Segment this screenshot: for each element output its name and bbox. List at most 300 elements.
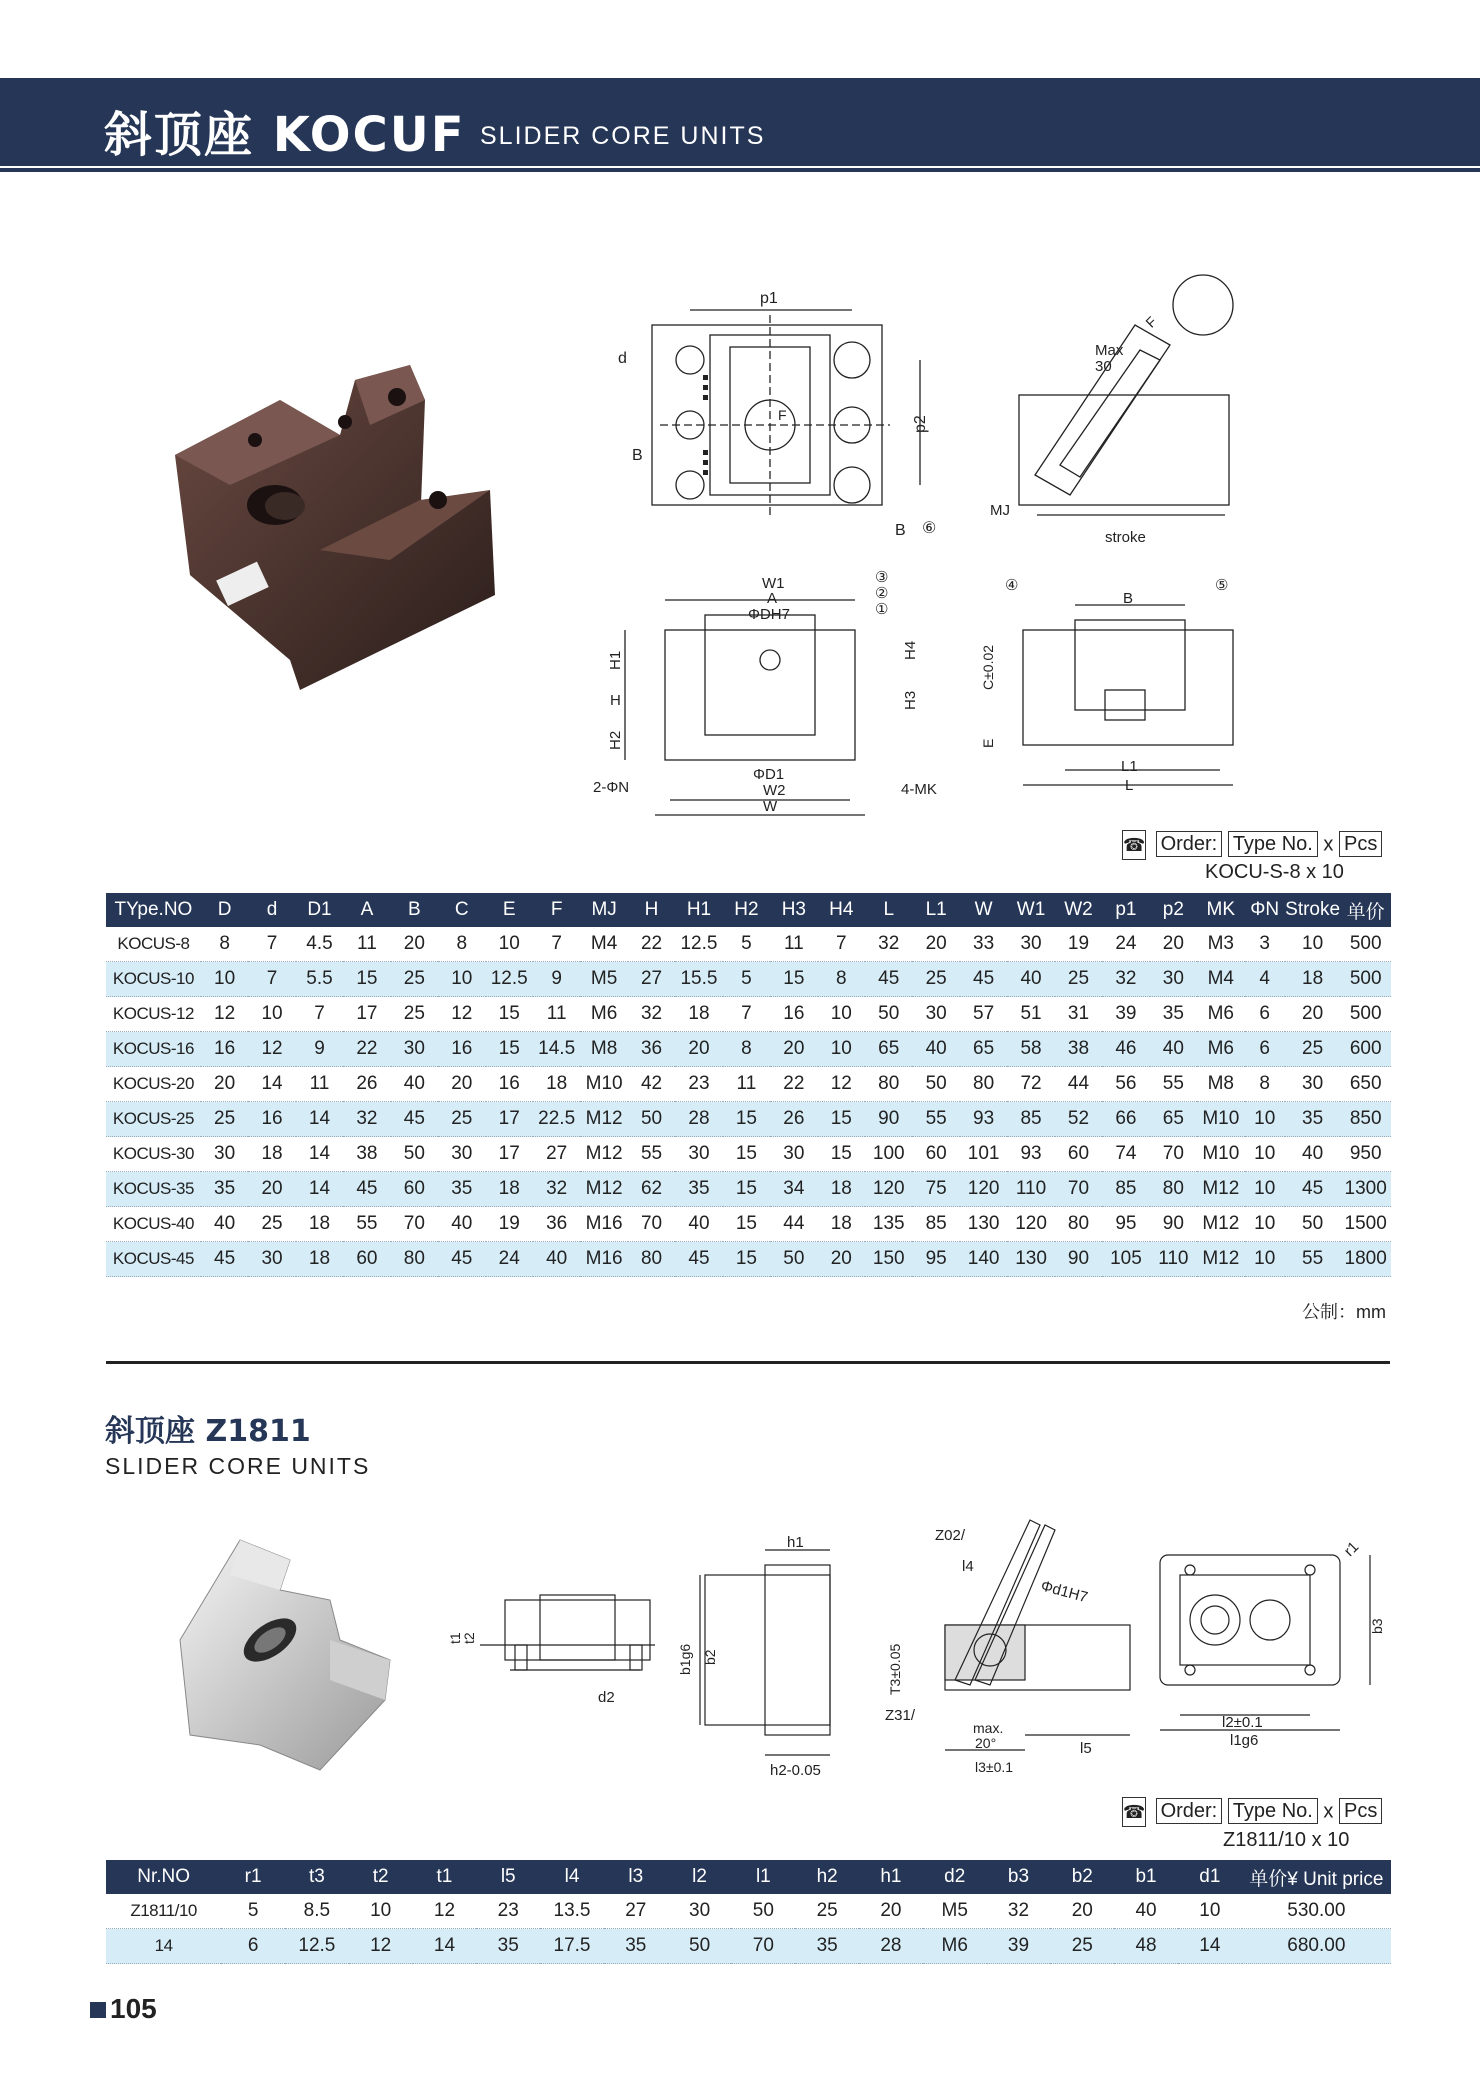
z1811-table-cell: M5 <box>923 1894 987 1929</box>
order-example-z1811: Z1811/10 x 10 <box>1223 1829 1350 1851</box>
z1811-table-cell: 5 <box>221 1894 285 1929</box>
kocuf-table-cell: 40 <box>675 1207 722 1242</box>
kocuf-table-cell: 950 <box>1340 1137 1391 1172</box>
kocuf-table-cell: 35 <box>201 1172 248 1207</box>
kocuf-table-cell: 5 <box>723 927 770 962</box>
kocuf-table-cell: 16 <box>438 1032 485 1067</box>
dim-h3: H3 <box>902 690 919 710</box>
dim-d1h7: Φd1H7 <box>1038 1577 1090 1607</box>
callout-1: ① <box>875 601 889 618</box>
kocuf-table-cell: 150 <box>865 1242 912 1277</box>
section-divider <box>106 1361 1390 1364</box>
kocuf-table-cell: 35 <box>1150 997 1197 1032</box>
dim-d2: d2 <box>598 1689 615 1706</box>
kocuf-table-cell: M16 <box>580 1242 627 1277</box>
kocuf-table-cell: 10 <box>1245 1242 1285 1277</box>
kocuf-table-cell: 55 <box>912 1102 959 1137</box>
kocuf-table-row <box>106 1242 1391 1277</box>
kocuf-table-cell: 30 <box>912 997 959 1032</box>
label-stroke: stroke <box>1105 529 1146 546</box>
z1811-table-cell: 10 <box>349 1894 413 1929</box>
kocuf-table-cell: M12 <box>1197 1207 1244 1242</box>
z1811-table-cell: 8.5 <box>285 1894 349 1929</box>
kocuf-table-cell: KOCUS-40 <box>106 1207 201 1242</box>
kocuf-table-cell: 1500 <box>1340 1207 1391 1242</box>
kocuf-table-cell: M8 <box>1197 1067 1244 1102</box>
kocuf-table-cell: 70 <box>628 1207 675 1242</box>
kocuf-table-cell: KOCUS-45 <box>106 1242 201 1277</box>
kocuf-table-row <box>106 927 1391 962</box>
kocuf-table-cell: 7 <box>723 997 770 1032</box>
z1811-table-cell: 30 <box>668 1894 732 1929</box>
dim-b: B <box>632 447 643 464</box>
kocuf-table-cell: M10 <box>1197 1102 1244 1137</box>
label-max: Max <box>1095 342 1124 359</box>
dim-t1: t1 <box>447 1632 463 1644</box>
kocuf-table-cell: 7 <box>818 927 865 962</box>
kocuf-table-cell: 62 <box>628 1172 675 1207</box>
kocuf-table-cell: 6 <box>1245 1032 1285 1067</box>
kocuf-table-cell: 50 <box>391 1137 438 1172</box>
z1811-table-row <box>106 1894 1391 1929</box>
kocuf-table-cell: 11 <box>723 1067 770 1102</box>
kocuf-header-cell: L1 <box>912 893 959 927</box>
kocuf-table-cell: 27 <box>533 1137 580 1172</box>
kocuf-table-cell: 36 <box>533 1207 580 1242</box>
kocuf-table-cell: 1800 <box>1340 1242 1391 1277</box>
kocuf-table-cell: 90 <box>1055 1242 1102 1277</box>
z1811-header-cell: l5 <box>476 1860 540 1894</box>
z1811-header-cell: Nr.NO <box>106 1860 221 1894</box>
kocuf-table-row <box>106 997 1391 1032</box>
kocuf-header-cell: 单价 <box>1340 893 1391 927</box>
dim-h: H <box>610 692 621 709</box>
kocuf-header-cell: p1 <box>1102 893 1149 927</box>
kocuf-table-cell: 66 <box>1102 1102 1149 1137</box>
label-20deg: 20° <box>975 1735 997 1751</box>
kocuf-table-cell: M10 <box>580 1067 627 1102</box>
z1811-header-cell: l3 <box>604 1860 668 1894</box>
kocuf-header-cell: B <box>391 893 438 927</box>
z1811-table-cell: 680.00 <box>1242 1929 1391 1964</box>
kocuf-table-cell: 10 <box>1245 1172 1285 1207</box>
kocuf-table-cell: 32 <box>1102 962 1149 997</box>
kocuf-table-cell: 70 <box>1055 1172 1102 1207</box>
order-type-label: Type No. <box>1228 831 1318 857</box>
kocuf-table-cell: 14.5 <box>533 1032 580 1067</box>
dim-b3: b3 <box>1369 1618 1385 1634</box>
z1811-table-cell: 12 <box>349 1929 413 1964</box>
kocuf-table-cell: 75 <box>912 1172 959 1207</box>
z1811-table-cell: 50 <box>668 1929 732 1964</box>
kocuf-table-cell: 9 <box>533 962 580 997</box>
page-subtitle: SLIDER CORE UNITS <box>480 122 766 150</box>
kocuf-table-cell: 8 <box>723 1032 770 1067</box>
kocuf-table-cell: 12 <box>438 997 485 1032</box>
kocuf-table-cell: 500 <box>1340 927 1391 962</box>
dim-w2: W2 <box>763 782 786 799</box>
kocuf-table-cell: 11 <box>533 997 580 1032</box>
kocuf-table-cell: 15 <box>723 1102 770 1137</box>
kocuf-table-cell: 30 <box>201 1137 248 1172</box>
kocuf-table-cell: M12 <box>1197 1172 1244 1207</box>
kocuf-table-row <box>106 1207 1391 1242</box>
kocuf-table-cell: M8 <box>580 1032 627 1067</box>
kocuf-table-cell: 7 <box>248 962 295 997</box>
kocuf-table-cell: 39 <box>1102 997 1149 1032</box>
z1811-table-cell: 35 <box>795 1929 859 1964</box>
kocuf-table-cell: 20 <box>675 1032 722 1067</box>
kocuf-header-cell: ΦN <box>1245 893 1285 927</box>
phone-icon-2: ☎ <box>1122 1797 1146 1827</box>
z1811-header-cell: b2 <box>1050 1860 1114 1894</box>
kocuf-side-section-drawing <box>975 577 1245 800</box>
z1811-table-cell: 48 <box>1114 1929 1178 1964</box>
kocuf-table-cell: 7 <box>248 927 295 962</box>
kocuf-table-cell: 25 <box>391 997 438 1032</box>
z1811-header-cell: t1 <box>413 1860 477 1894</box>
z1811-table-cell: 50 <box>731 1894 795 1929</box>
kocuf-header-cell: TYpe.NO <box>106 893 201 927</box>
kocuf-table-cell: 80 <box>1150 1172 1197 1207</box>
kocuf-table-cell: 25 <box>201 1102 248 1137</box>
kocuf-table-cell: 15.5 <box>675 962 722 997</box>
kocuf-table-cell: 18 <box>248 1137 295 1172</box>
kocuf-table-cell: 50 <box>1285 1207 1340 1242</box>
label-z02: Z02/ <box>935 1527 966 1544</box>
kocuf-table-cell: 20 <box>770 1032 817 1067</box>
kocuf-spec-table <box>106 893 1391 1277</box>
kocuf-table-cell: 33 <box>960 927 1007 962</box>
kocuf-table-cell: 40 <box>1150 1032 1197 1067</box>
z1811-header-cell: t2 <box>349 1860 413 1894</box>
kocuf-table-cell: 55 <box>1285 1242 1340 1277</box>
kocuf-table-cell: 15 <box>723 1207 770 1242</box>
kocuf-header-cell: MJ <box>580 893 627 927</box>
z1811-table-cell: 6 <box>221 1929 285 1964</box>
dim-b2: B <box>895 522 906 539</box>
z1811-table-cell: 35 <box>476 1929 540 1964</box>
dim-h2-z: h2-0.05 <box>770 1762 821 1779</box>
kocuf-table-cell: 11 <box>343 927 390 962</box>
kocuf-table-cell: 12 <box>818 1067 865 1102</box>
kocuf-table-cell: 45 <box>1285 1172 1340 1207</box>
kocuf-table-cell: 19 <box>486 1207 533 1242</box>
kocuf-table-cell: M6 <box>1197 1032 1244 1067</box>
kocuf-table-cell: 20 <box>1150 927 1197 962</box>
kocuf-header-cell: d <box>248 893 295 927</box>
dim-r1: r1 <box>1340 1538 1363 1560</box>
z1811-table-row <box>106 1929 1391 1964</box>
kocuf-header-cell: D1 <box>296 893 343 927</box>
kocuf-table-cell: 140 <box>960 1242 1007 1277</box>
kocuf-table-cell: 100 <box>865 1137 912 1172</box>
kocuf-table-cell: 34 <box>770 1172 817 1207</box>
kocuf-table-cell: 35 <box>438 1172 485 1207</box>
label-mj: MJ <box>990 502 1010 519</box>
kocuf-table-cell: M5 <box>580 962 627 997</box>
kocuf-table-cell: 22.5 <box>533 1102 580 1137</box>
kocuf-table-row <box>106 1137 1391 1172</box>
dim-l2: l2±0.1 <box>1222 1714 1263 1731</box>
kocuf-table-cell: 56 <box>1102 1067 1149 1102</box>
kocuf-table-cell: 19 <box>1055 927 1102 962</box>
kocuf-table-cell: 20 <box>248 1172 295 1207</box>
kocuf-table-cell: 7 <box>296 997 343 1032</box>
kocuf-header-cell: E <box>486 893 533 927</box>
z1811-header-cell: l2 <box>668 1860 732 1894</box>
z1811-table-cell: 70 <box>731 1929 795 1964</box>
kocuf-table-cell: 40 <box>533 1242 580 1277</box>
kocuf-table-cell: 850 <box>1340 1102 1391 1137</box>
z1811-header-cell: l4 <box>540 1860 604 1894</box>
kocuf-table-cell: 30 <box>1285 1067 1340 1102</box>
kocuf-table-cell: 105 <box>1102 1242 1149 1277</box>
z1811-header-cell: b1 <box>1114 1860 1178 1894</box>
kocuf-table-cell: KOCUS-10 <box>106 962 201 997</box>
kocuf-table-cell: 90 <box>1150 1207 1197 1242</box>
kocuf-table-cell: 500 <box>1340 962 1391 997</box>
kocuf-table-cell: M6 <box>580 997 627 1032</box>
callout-3: ③ <box>875 569 889 586</box>
z1811-table-cell: 10 <box>1178 1894 1242 1929</box>
kocuf-header-cell: H <box>628 893 675 927</box>
kocuf-table-cell: 130 <box>960 1207 1007 1242</box>
kocuf-table-cell: 20 <box>438 1067 485 1102</box>
z1811-table-cell: Z1811/10 <box>106 1894 221 1929</box>
kocuf-header-cell: W1 <box>1007 893 1054 927</box>
callout-4: ④ <box>1005 577 1019 594</box>
kocuf-table-cell: 30 <box>1007 927 1054 962</box>
order-label: Order: <box>1156 831 1223 857</box>
kocuf-table-cell: 17 <box>343 997 390 1032</box>
kocuf-table-cell: M4 <box>580 927 627 962</box>
kocuf-table-cell: 600 <box>1340 1032 1391 1067</box>
z1811-table-cell: 13.5 <box>540 1894 604 1929</box>
z1811-table-cell: 17.5 <box>540 1929 604 1964</box>
z1811-table-cell: 40 <box>1114 1894 1178 1929</box>
kocuf-table-cell: 28 <box>675 1102 722 1137</box>
kocuf-table-cell: 15 <box>770 962 817 997</box>
kocuf-product-photo <box>170 360 500 690</box>
kocuf-table-cell: 5.5 <box>296 962 343 997</box>
phone-icon: ☎ <box>1122 830 1146 860</box>
kocuf-table-cell: 15 <box>486 1032 533 1067</box>
kocuf-table-cell: 110 <box>1007 1172 1054 1207</box>
kocuf-table-cell: 25 <box>912 962 959 997</box>
kocuf-table-cell: 14 <box>296 1172 343 1207</box>
section2-title: 斜顶座 Z1811 <box>105 1414 311 1449</box>
kocuf-table-cell: 10 <box>438 962 485 997</box>
kocuf-table-cell: 14 <box>248 1067 295 1102</box>
kocuf-table-cell: 32 <box>865 927 912 962</box>
dim-l1g6: l1g6 <box>1230 1732 1259 1749</box>
kocuf-table-cell: 72 <box>1007 1067 1054 1102</box>
z1811-spec-table <box>106 1860 1391 1964</box>
z1811-header-cell: d1 <box>1178 1860 1242 1894</box>
kocuf-table-row <box>106 1067 1391 1102</box>
kocuf-table-cell: 95 <box>912 1242 959 1277</box>
z1811-table-cell: 12.5 <box>285 1929 349 1964</box>
kocuf-table-cell: 80 <box>391 1242 438 1277</box>
kocuf-table-cell: 85 <box>912 1207 959 1242</box>
kocuf-table-cell: 18 <box>296 1242 343 1277</box>
kocuf-table-cell: 16 <box>486 1067 533 1102</box>
kocuf-table-cell: 74 <box>1102 1137 1149 1172</box>
kocuf-table-cell: 120 <box>1007 1207 1054 1242</box>
z1811-header-cell: b3 <box>987 1860 1051 1894</box>
kocuf-table-cell: 50 <box>865 997 912 1032</box>
kocuf-header-cell: MK <box>1197 893 1244 927</box>
kocuf-table-cell: 12 <box>248 1032 295 1067</box>
dim-w: W <box>763 798 778 815</box>
kocuf-table-cell: 38 <box>343 1137 390 1172</box>
page-number-text: 105 <box>110 1993 157 2024</box>
dim-t2: t2 <box>461 1632 477 1644</box>
kocuf-table-cell: 26 <box>343 1067 390 1102</box>
kocuf-table-cell: 40 <box>438 1207 485 1242</box>
kocuf-table-row <box>106 962 1391 997</box>
dim-b2-z: b2 <box>702 1649 718 1665</box>
dim-p1: p1 <box>760 290 778 307</box>
kocuf-table-cell: 22 <box>770 1067 817 1102</box>
dim-l1: L1 <box>1121 758 1138 775</box>
kocuf-table-cell: 16 <box>248 1102 295 1137</box>
kocuf-table-row <box>106 1032 1391 1067</box>
kocuf-table-cell: 58 <box>1007 1032 1054 1067</box>
kocuf-table-cell: 120 <box>960 1172 1007 1207</box>
kocuf-table-cell: 32 <box>343 1102 390 1137</box>
label-4mk: 4-MK <box>901 781 937 798</box>
kocuf-header-cell: L <box>865 893 912 927</box>
kocuf-table-cell: 12.5 <box>675 927 722 962</box>
order-label-2: Order: <box>1156 1798 1223 1824</box>
kocuf-table-cell: 80 <box>865 1067 912 1102</box>
kocuf-table-cell: 30 <box>248 1242 295 1277</box>
unit-note: 公制：mm <box>1302 1302 1386 1322</box>
z1811-header-cell: l1 <box>731 1860 795 1894</box>
kocuf-table-cell: 10 <box>818 997 865 1032</box>
order-x: x <box>1323 833 1334 856</box>
kocuf-table-cell: 22 <box>343 1032 390 1067</box>
kocuf-table-cell: 25 <box>1055 962 1102 997</box>
kocuf-table-cell: 45 <box>201 1242 248 1277</box>
z1811-table-cell: 14 <box>106 1929 221 1964</box>
kocuf-slant-view-drawing <box>985 265 1245 555</box>
kocuf-table-cell: 10 <box>818 1032 865 1067</box>
kocuf-table-cell: 20 <box>912 927 959 962</box>
dim-h2: H2 <box>607 730 624 750</box>
dim-f: F <box>778 407 787 423</box>
kocuf-table-cell: KOCUS-8 <box>106 927 201 962</box>
kocuf-table-cell: 80 <box>960 1067 1007 1102</box>
kocuf-table-cell: 6 <box>1245 997 1285 1032</box>
kocuf-table-cell: 8 <box>438 927 485 962</box>
kocuf-table-cell: 22 <box>628 927 675 962</box>
dim-b-side: B <box>1123 590 1134 607</box>
dim-b1g6: b1g6 <box>677 1643 693 1675</box>
kocuf-table-cell: 18 <box>818 1207 865 1242</box>
kocuf-header-cell: H2 <box>723 893 770 927</box>
kocuf-table-cell: 26 <box>770 1102 817 1137</box>
dim-d: d <box>618 350 627 367</box>
dim-l: L <box>1125 777 1134 794</box>
kocuf-table-cell: 95 <box>1102 1207 1149 1242</box>
kocuf-table-cell: 65 <box>1150 1102 1197 1137</box>
kocuf-table-cell: 55 <box>1150 1067 1197 1102</box>
kocuf-table-cell: M4 <box>1197 962 1244 997</box>
kocuf-table-cell: 55 <box>628 1137 675 1172</box>
kocuf-table-cell: 16 <box>770 997 817 1032</box>
kocuf-table-cell: 45 <box>438 1242 485 1277</box>
kocuf-table-cell: 1300 <box>1340 1172 1391 1207</box>
kocuf-table-cell: 15 <box>486 997 533 1032</box>
kocuf-table-cell: 85 <box>1102 1172 1149 1207</box>
kocuf-table-cell: 50 <box>770 1242 817 1277</box>
order-pcs-label-2: Pcs <box>1339 1798 1382 1824</box>
kocuf-table-cell: M10 <box>1197 1137 1244 1172</box>
kocuf-table-cell: 17 <box>486 1137 533 1172</box>
z1811-table-cell: 27 <box>604 1894 668 1929</box>
kocuf-table-cell: 18 <box>486 1172 533 1207</box>
callout-6: ⑥ <box>922 520 937 537</box>
kocuf-table-cell: 10 <box>1285 927 1340 962</box>
kocuf-table-cell: 70 <box>391 1207 438 1242</box>
kocuf-table-cell: 57 <box>960 997 1007 1032</box>
dim-h4: H4 <box>902 640 919 660</box>
kocuf-table-cell: 40 <box>391 1067 438 1102</box>
kocuf-table-cell: 80 <box>628 1242 675 1277</box>
kocuf-table-cell: 18 <box>296 1207 343 1242</box>
kocuf-table-cell: 60 <box>343 1242 390 1277</box>
dim-h1-z: h1 <box>787 1534 804 1551</box>
kocuf-table-cell: 60 <box>391 1172 438 1207</box>
kocuf-table-cell: 23 <box>675 1067 722 1102</box>
kocuf-table-cell: 15 <box>723 1137 770 1172</box>
z1811-table-cell: 530.00 <box>1242 1894 1391 1929</box>
callout-5: ⑤ <box>1215 577 1229 594</box>
label-2n: 2-ΦN <box>593 779 630 796</box>
kocuf-table-cell: 15 <box>818 1102 865 1137</box>
kocuf-table-cell: 90 <box>865 1102 912 1137</box>
z1811-header-cell: t3 <box>285 1860 349 1894</box>
kocuf-table-cell: 3 <box>1245 927 1285 962</box>
kocuf-table-cell: 85 <box>1007 1102 1054 1137</box>
kocuf-table-cell: 20 <box>201 1067 248 1102</box>
dim-l5: l5 <box>1080 1740 1092 1757</box>
header-underline <box>0 168 1480 172</box>
kocuf-header-cell: Stroke <box>1285 893 1340 927</box>
section2-subtitle: SLIDER CORE UNITS <box>105 1453 371 1479</box>
dim-h1: H1 <box>607 650 624 670</box>
kocuf-table-cell: 60 <box>912 1137 959 1172</box>
kocuf-header-cell: W <box>960 893 1007 927</box>
kocuf-table-cell: 12 <box>201 997 248 1032</box>
kocuf-table-cell: 25 <box>438 1102 485 1137</box>
kocuf-table-cell: KOCUS-25 <box>106 1102 201 1137</box>
z1811-table-cell: M6 <box>923 1929 987 1964</box>
kocuf-table-cell: 45 <box>391 1102 438 1137</box>
order-pcs-label: Pcs <box>1339 831 1382 857</box>
kocuf-table-cell: 38 <box>1055 1032 1102 1067</box>
dim-c: C±0.02 <box>980 644 996 690</box>
kocuf-table-cell: 20 <box>818 1242 865 1277</box>
kocuf-table-cell: KOCUS-12 <box>106 997 201 1032</box>
kocuf-table-cell: 65 <box>865 1032 912 1067</box>
kocuf-table-cell: 15 <box>723 1242 770 1277</box>
kocuf-table-cell: 130 <box>1007 1242 1054 1277</box>
kocuf-top-view-drawing <box>600 285 960 545</box>
